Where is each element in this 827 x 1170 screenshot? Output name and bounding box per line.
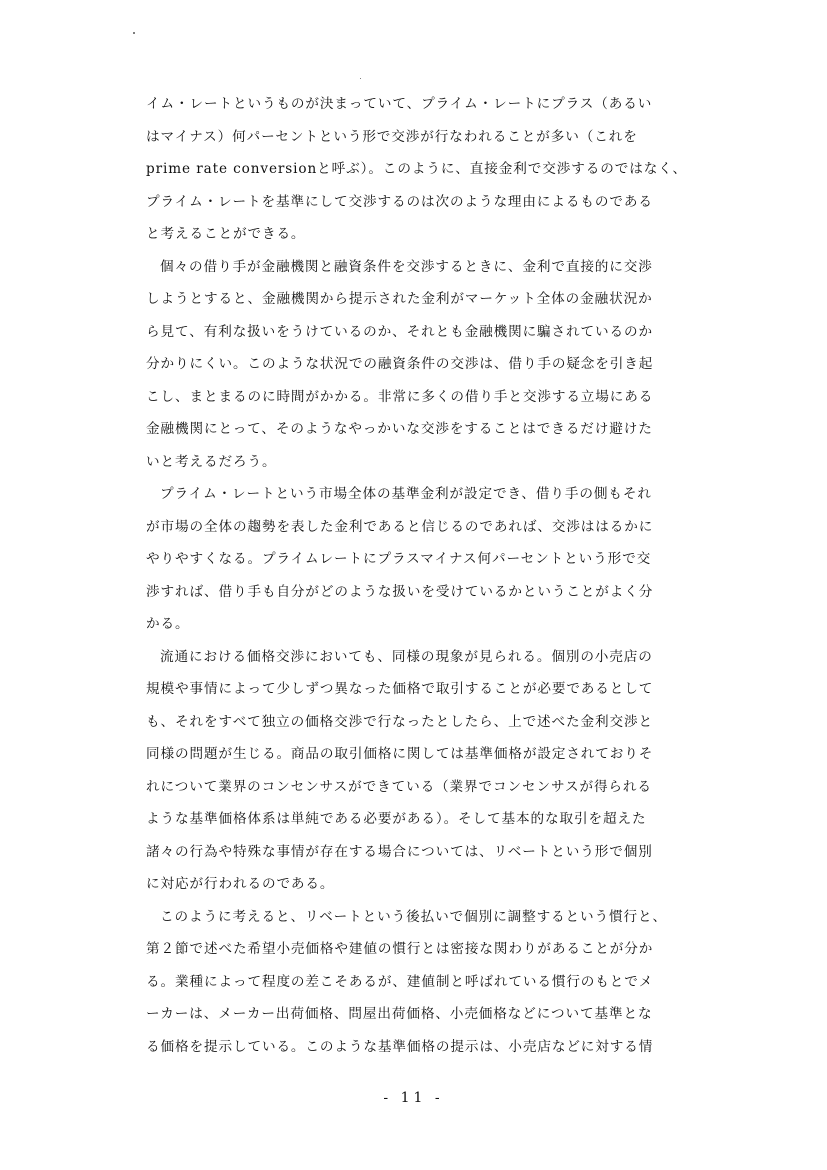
text-line: ら見て、有利な扱いをうけているのか、それとも金融機関に騙されているのか xyxy=(146,323,654,340)
text-line: 金融機関にとって、そのようなやっかいな交渉をすることはできるだけ避けた xyxy=(146,421,653,437)
scan-speck xyxy=(133,32,135,34)
text-line: も、それをすべて独立の価格交渉で行なったとしたら、上で述べた金利交渉と xyxy=(146,713,654,730)
text-line: る。業種によって程度の差こそあるが、建値制と呼ばれている慣行のもとでメ xyxy=(146,973,654,990)
text-line: prime rate conversionと呼ぶ）。このように、直接金利で交渉するのではなく、 xyxy=(146,161,687,177)
paragraph-first-line: 流通における価格交渉においても、同様の現象が見られる。個別の小売店の xyxy=(160,648,653,665)
text-line: ーカーは、メーカー出荷価格、問屋出荷価格、小売価格などについて基準とな xyxy=(146,1006,653,1022)
text-line: 規模や事情によって少しずつ異なった価格で取引することが必要であるとして xyxy=(146,681,654,697)
text-line: やりやすくなる。プライムレートにプラスマイナス何パーセントという形で交 xyxy=(146,551,652,567)
text-line: はマイナス）何パーセントという形で交渉が行なわれることが多い（これを xyxy=(146,128,638,145)
text-line: れについて業界のコンセンサスができている（業界でコンセンサスが得られる xyxy=(146,778,652,795)
text-line: しようとすると、金融機関から提示された金利がマーケット全体の金融状況か xyxy=(146,291,653,307)
text-line: に対応が行われるのである。 xyxy=(146,876,335,892)
text-line: イム・レートというものが決まっていて、プライム・レートにプラス（あるい xyxy=(146,96,653,112)
text-line: かる。 xyxy=(146,616,190,632)
text-line: 第２節で述べた希望小売価格や建値の慣行とは密接な関わりがあることが分か xyxy=(146,941,654,957)
text-line: プライム・レートを基準にして交渉するのは次のような理由によるものである xyxy=(146,193,653,210)
text-line: ような基準価格体系は単純である必要がある）。そして基本的な取引を超えた xyxy=(146,811,647,827)
text-line: と考えることができる。 xyxy=(146,226,306,242)
paragraph-first-line: プライム・レートという市場全体の基準金利が設定でき、借り手の側もそれ xyxy=(160,486,652,502)
text-line: 渉すれば、借り手も自分がどのような扱いを受けているかということがよく分 xyxy=(146,583,654,600)
paragraph-first-line: 個々の借り手が金融機関と融資条件を交渉するときに、金利で直接的に交渉 xyxy=(160,258,653,275)
text-line: る価格を提示している。このような基準価格の提示は、小売店などに対する情 xyxy=(146,1038,654,1055)
text-line: が市場の全体の趨勢を表した金利であると信じるのであれば、交渉ははるかに xyxy=(146,518,654,535)
scan-speck xyxy=(360,78,361,79)
paragraph-first-line: このように考えると、リベートという後払いで個別に調整するという慣行と、 xyxy=(160,908,668,925)
text-line: 同様の問題が生じる。商品の取引価格に関しては基準価格が設定されておりそ xyxy=(146,746,654,762)
text-line: 分かりにくい。このような状況での融資条件の交渉は、借り手の疑念を引き起 xyxy=(146,356,654,372)
text-line: いと考えるだろう。 xyxy=(146,453,277,470)
text-line: 諸々の行為や特殊な事情が存在する場合については、リベートという形で個別 xyxy=(146,843,653,860)
body-text xyxy=(146,88,706,1063)
page-number: - 11 - xyxy=(383,1090,444,1106)
text-line: こし、まとまるのに時間がかかる。非常に多くの借り手と交渉する立場にある xyxy=(146,388,654,405)
